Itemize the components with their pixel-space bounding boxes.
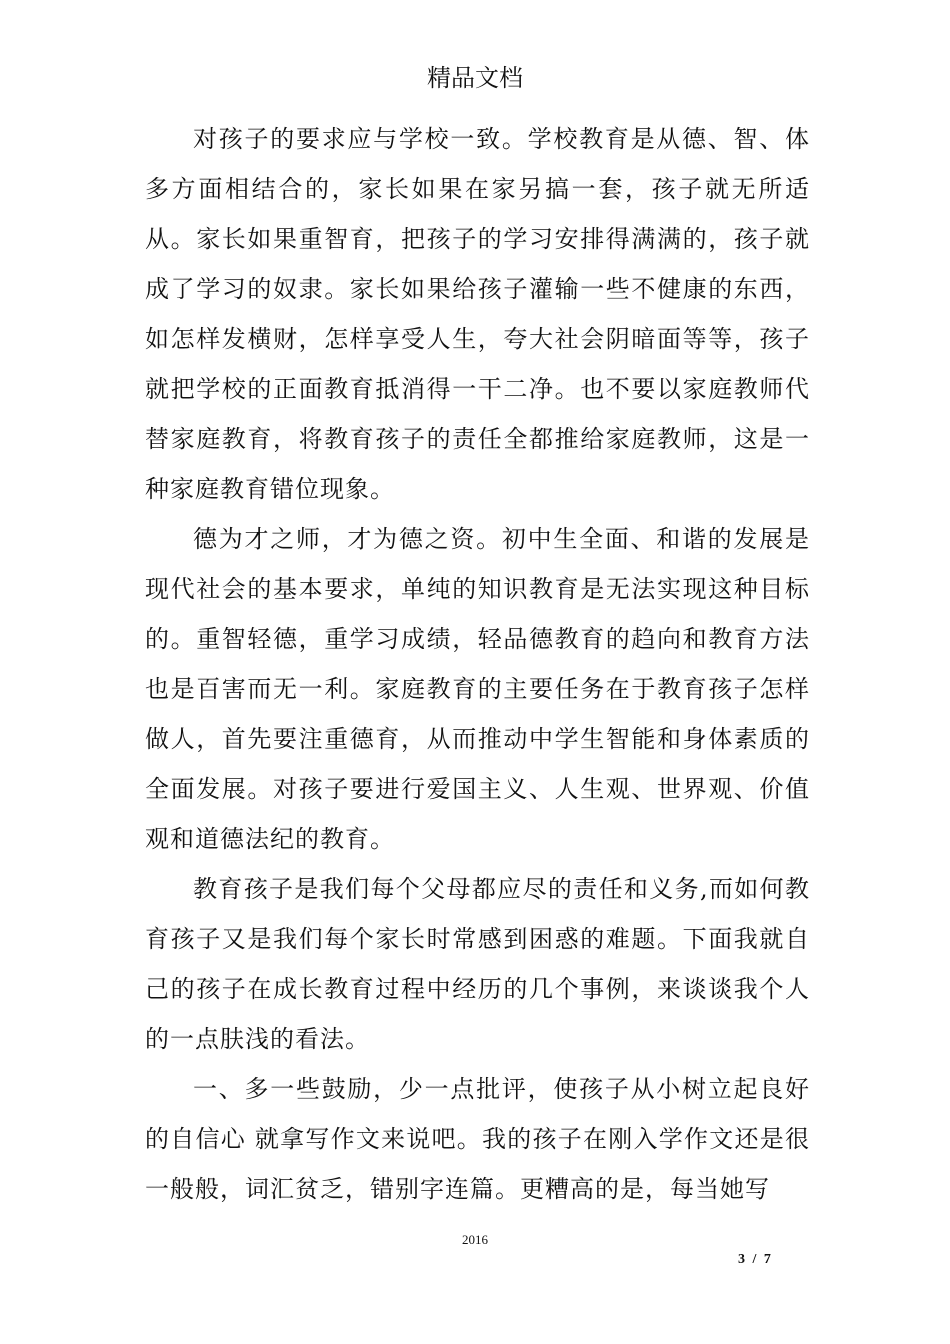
paragraph-1: 对孩子的要求应与学校一致。学校教育是从德、智、体多方面相结合的，家长如果在家另搞一套，孩子就无所适从。家长如果重智育，把孩子的学习安排得满满的，孩子就成了学习的奴隶。家长如果给孩子灌输一些不健康的东西，如怎样发横财，怎样享受人生，夸大社会阴暗面等等，孩子就把学校的正面教育抵消得一干二净。也不要以家庭教师代替家庭教育，将教育孩子的责任全都推给家庭教师，这是一种家庭教育错位现象。 (145, 125, 810, 503)
footer-year: 2016 (462, 1232, 488, 1247)
document-body (145, 114, 810, 1214)
page-number: 3 / 7 (738, 1252, 771, 1267)
paragraph-3: 教育孩子是我们每个父母都应尽的责任和义务,而如何教育孩子又是我们每个家长时常感到困惑的难题。下面我就自己的孩子在成长教育过程中经历的几个事例，来谈谈我个人的一点肤浅的看法。 (145, 875, 810, 1053)
page-header-title: 精品文档 (427, 64, 523, 92)
paragraph-4: 一、多一些鼓励，少一点批评，使孩子从小树立起良好的自信心 就拿写作文来说吧。我的孩子在刚入学作文还是很一般般，词汇贫乏，错别字连篇。更糟高的是，每当她写 (145, 1075, 810, 1203)
paragraph-2: 德为才之师，才为德之资。初中生全面、和谐的发展是现代社会的基本要求，单纯的知识教育是无法实现这种目标的。重智轻德，重学习成绩，轻品德教育的趋向和教育方法也是百害而无一利。家庭教育的主要任务在于教育孩子怎样做人，首先要注重德育，从而推动中学生智能和身体素质的全面发展。对孩子要进行爱国主义、人生观、世界观、价值观和道德法纪的教育。 (145, 525, 810, 853)
